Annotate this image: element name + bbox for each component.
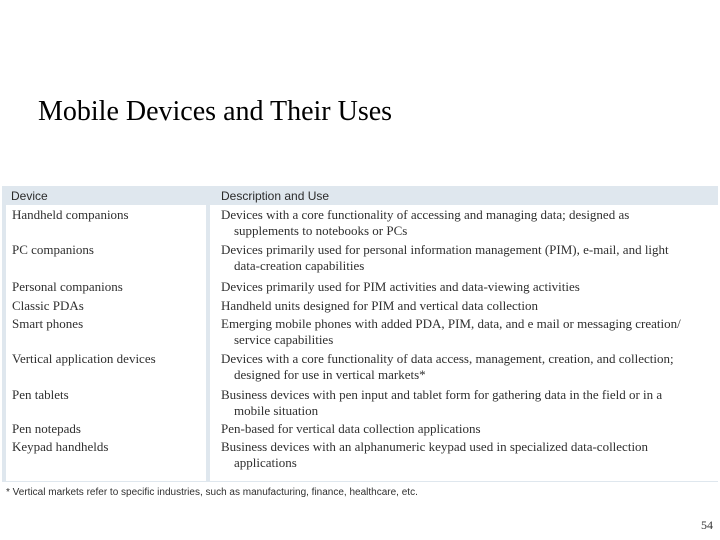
device-cell: Personal companions <box>12 279 123 294</box>
description-line: Devices primarily used for personal information management (PIM), e-mail, and light <box>221 242 669 257</box>
device-cell: Handheld companions <box>12 207 129 222</box>
description-line: Business devices with pen input and tablet form for gathering data in the field or in a <box>221 387 663 402</box>
description-line: designed for use in vertical markets* <box>234 367 426 382</box>
device-cell: Smart phones <box>12 316 84 331</box>
description-line: mobile situation <box>234 403 319 418</box>
devices-table <box>2 186 718 482</box>
description-cell <box>221 439 718 471</box>
description-cell <box>221 207 718 239</box>
description-line: Business devices with an alphanumeric keypad used in specialized data-collection <box>221 439 649 454</box>
device-cell: Pen tablets <box>12 387 69 402</box>
device-cell: PC companions <box>12 242 94 257</box>
description-line: Pen-based for vertical data collection applications <box>221 421 481 436</box>
description-cell <box>221 298 718 314</box>
description-cell <box>221 279 718 295</box>
table-header <box>2 186 718 204</box>
description-line: Devices primarily used for PIM activities and data-viewing activities <box>221 279 580 294</box>
column-header-description: Description and Use <box>221 189 330 203</box>
description-line: data-creation capabilities <box>234 258 365 273</box>
footnote: * Vertical markets refer to specific industries, such as manufacturing, finance, healthcare, etc. <box>6 487 418 498</box>
description-line: Handheld units designed for PIM and vertical data collection <box>221 298 538 313</box>
device-cell: Classic PDAs <box>12 298 84 313</box>
description-cell <box>221 351 718 383</box>
device-cell: Keypad handhelds <box>12 439 109 454</box>
page-number: 54 <box>701 518 713 532</box>
description-cell <box>221 387 718 419</box>
page-title: Mobile Devices and Their Uses <box>38 96 393 127</box>
table-body <box>6 205 718 481</box>
column-header-device: Device <box>11 189 48 203</box>
description-line: supplements to notebooks or PCs <box>234 223 408 238</box>
description-line: Devices with a core functionality of accessing and managing data; designed as <box>221 207 630 222</box>
description-cell <box>221 421 718 437</box>
description-cell <box>221 316 718 348</box>
description-line: Emerging mobile phones with added PDA, PIM, data, and e mail or messaging creation/ <box>221 316 681 331</box>
column-divider <box>206 205 210 481</box>
description-line: applications <box>234 455 297 470</box>
device-cell: Vertical application devices <box>12 351 156 366</box>
description-line: Devices with a core functionality of data access, management, creation, and collection; <box>221 351 674 366</box>
description-cell <box>221 242 718 274</box>
description-line: service capabilities <box>234 332 334 347</box>
device-cell: Pen notepads <box>12 421 81 436</box>
